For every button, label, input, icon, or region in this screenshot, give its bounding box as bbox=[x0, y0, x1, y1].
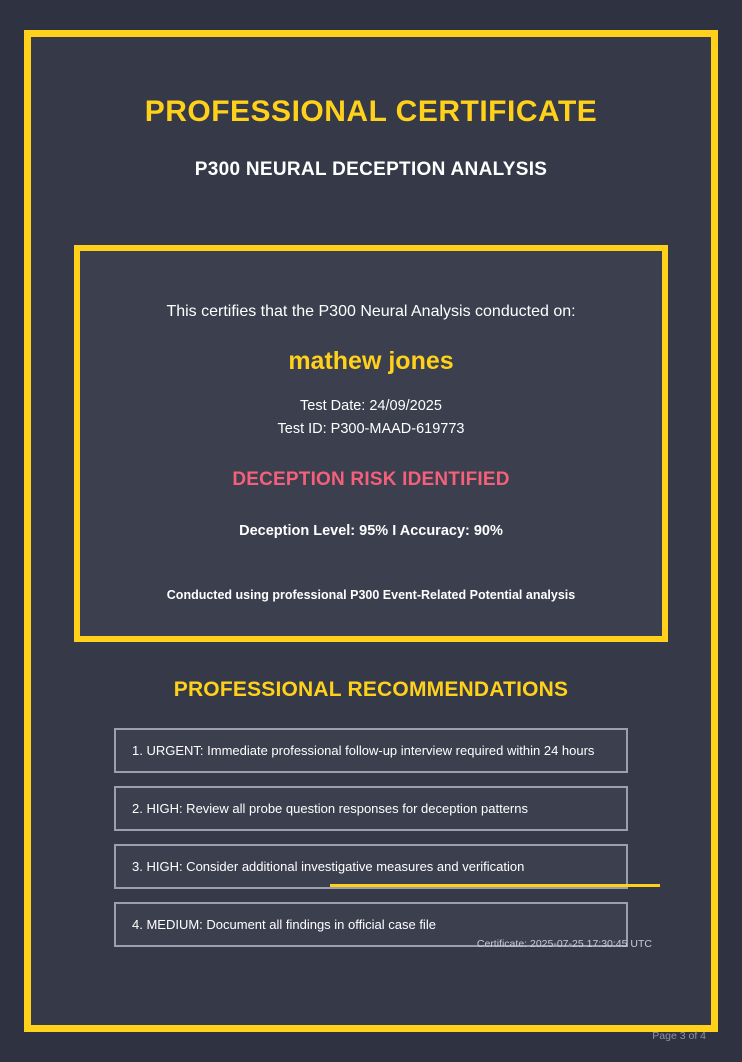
accent-divider bbox=[330, 884, 660, 887]
conducted-note: Conducted using professional P300 Event-Related Potential analysis bbox=[166, 588, 576, 602]
risk-banner: DECEPTION RISK IDENTIFIED bbox=[232, 469, 510, 490]
analysis-panel bbox=[74, 245, 668, 642]
recommendations-heading: PROFESSIONAL RECOMMENDATIONS bbox=[173, 678, 569, 701]
panel-lead-text: This certifies that the P300 Neural Analysis conducted on: bbox=[166, 303, 576, 320]
certificate-title: PROFESSIONAL CERTIFICATE bbox=[144, 95, 598, 128]
test-id: Test ID: P300-MAAD-619773 bbox=[277, 421, 465, 437]
list-item: 4. MEDIUM: Document all findings in official case file bbox=[114, 902, 628, 947]
certificate-subtitle: P300 NEURAL DECEPTION ANALYSIS bbox=[194, 159, 548, 180]
certificate-content bbox=[31, 37, 711, 1025]
recommendations-list bbox=[69, 728, 673, 947]
list-item: 2. HIGH: Review all probe question responses for deception patterns bbox=[114, 786, 628, 831]
certificate-frame bbox=[24, 30, 718, 1032]
list-item: 1. URGENT: Immediate professional follow-up interview required within 24 hours bbox=[114, 728, 628, 773]
subject-name: mathew jones bbox=[288, 347, 454, 375]
deception-levels: Deception Level: 95% I Accuracy: 90% bbox=[239, 523, 503, 539]
list-item: 3. HIGH: Consider additional investigative measures and verification bbox=[114, 844, 628, 889]
test-date: Test Date: 24/09/2025 bbox=[300, 398, 442, 414]
page-number: Page 3 of 4 bbox=[652, 1030, 706, 1042]
certificate-stamp: Certificate: 2025-07-25 17:30:45 UTC bbox=[476, 938, 652, 950]
